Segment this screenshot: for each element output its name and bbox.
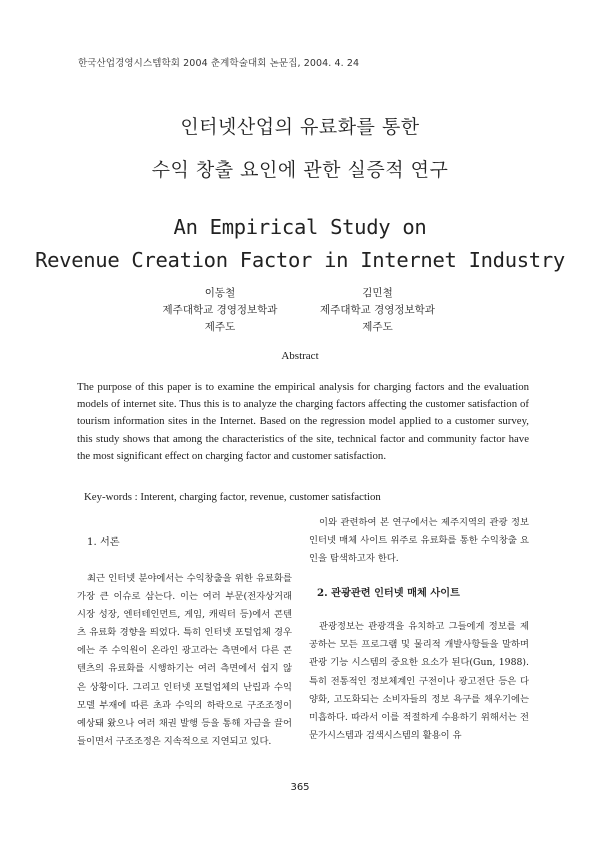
keywords: Key-words : Interent, charging factor, revenue, customer satisfaction: [84, 491, 381, 503]
section-1-continued-paragraph: 이와 관련하여 본 연구에서는 제주지역의 관광 정보 인터넷 매체 사이트 위주로 유료화를 통한 수익창출 요인을 탐색하고자 한다.: [309, 517, 529, 565]
author-block-2: [300, 285, 455, 336]
page-number: 365: [290, 782, 310, 793]
author-location: 제주도: [204, 321, 236, 333]
right-column: [309, 514, 529, 745]
title-korean-line-2: 수익 창출 요인에 관한 실증적 연구: [151, 159, 449, 181]
proceedings-header: 한국산업경영시스템학회 2004 춘계학술대회 논문집, 2004. 4. 24: [78, 58, 360, 69]
abstract-body: The purpose of this paper is to examine the empirical analysis for charging factors and the evaluation models of internet site. Thus this is to analyze the charging factors affecting the customer satisfaction of tourism information sites in the Internet. Based on the regression model applied to a customer survey, this study shows that among the characteristics of the site, technical factor and community factor have the most significant effect on charging factor and customer satisfaction.: [77, 381, 529, 462]
author-location: 제주도: [362, 321, 393, 333]
author-affiliation: 제주대학교 경영정보학과: [162, 304, 278, 316]
author-block-1: [145, 285, 295, 336]
author-name: 김민철: [362, 287, 393, 299]
left-column: [77, 534, 292, 751]
section-1-paragraph: 최근 인터넷 분야에서는 수익창출을 위한 유료화를 가장 큰 이슈로 삼는다. 이는 여러 부문(전자상거래 시장 성장, 엔터테인먼트, 게임, 캐릭터 등)에서 콘텐츠 유료화 경향을 띄었다. 특히 인터넷 포털업체 경우에는 주 수익원이 온라인 광고라는 측면에서 다른 콘텐츠의 유료화를 시행하기는 여러 측면에서 쉽지 않은 상황이다. 그리고 인터넷 포털업체의 난립과 수익모델 부재에 따른 초과 수익의 하락으로 구조조정이 예상돼 왔으나 여러 채권 발행 등을 통해 자금을 끌어들이면서 구조조정은 지속적으로 지연되고 있다.: [77, 573, 292, 747]
author-affiliation: 제주대학교 경영정보학과: [320, 304, 435, 316]
section-1-title: 1. 서론: [87, 537, 120, 548]
title-korean-line-1: 인터넷산업의 유료화를 통한: [180, 116, 420, 138]
title-english-line-1: An Empirical Study on: [173, 215, 427, 239]
section-2-title: 2. 관광관련 인터넷 매체 사이트: [317, 587, 460, 600]
title-english-line-2: Revenue Creation Factor in Internet Industry: [35, 248, 565, 272]
section-2-paragraph: 관광정보는 관광객을 유치하고 그들에게 정보를 제공하는 모든 프로그램 및 물리적 개발사항들을 말하며 관광 기능 시스템의 중요한 요소가 된다(Gun, 1988). 특히 전통적인 정보체계인 구전이나 광고전단 등은 다양화, 고도화되는 소비자들의 정보 욕구를 채우기에는 미흡하다. 따라서 이를 적절하게 수용하기 위해서는 전문가시스템과 검색시스템의 활용이 유: [309, 621, 529, 741]
abstract-heading: Abstract: [281, 350, 319, 362]
author-name: 이동철: [204, 287, 236, 299]
